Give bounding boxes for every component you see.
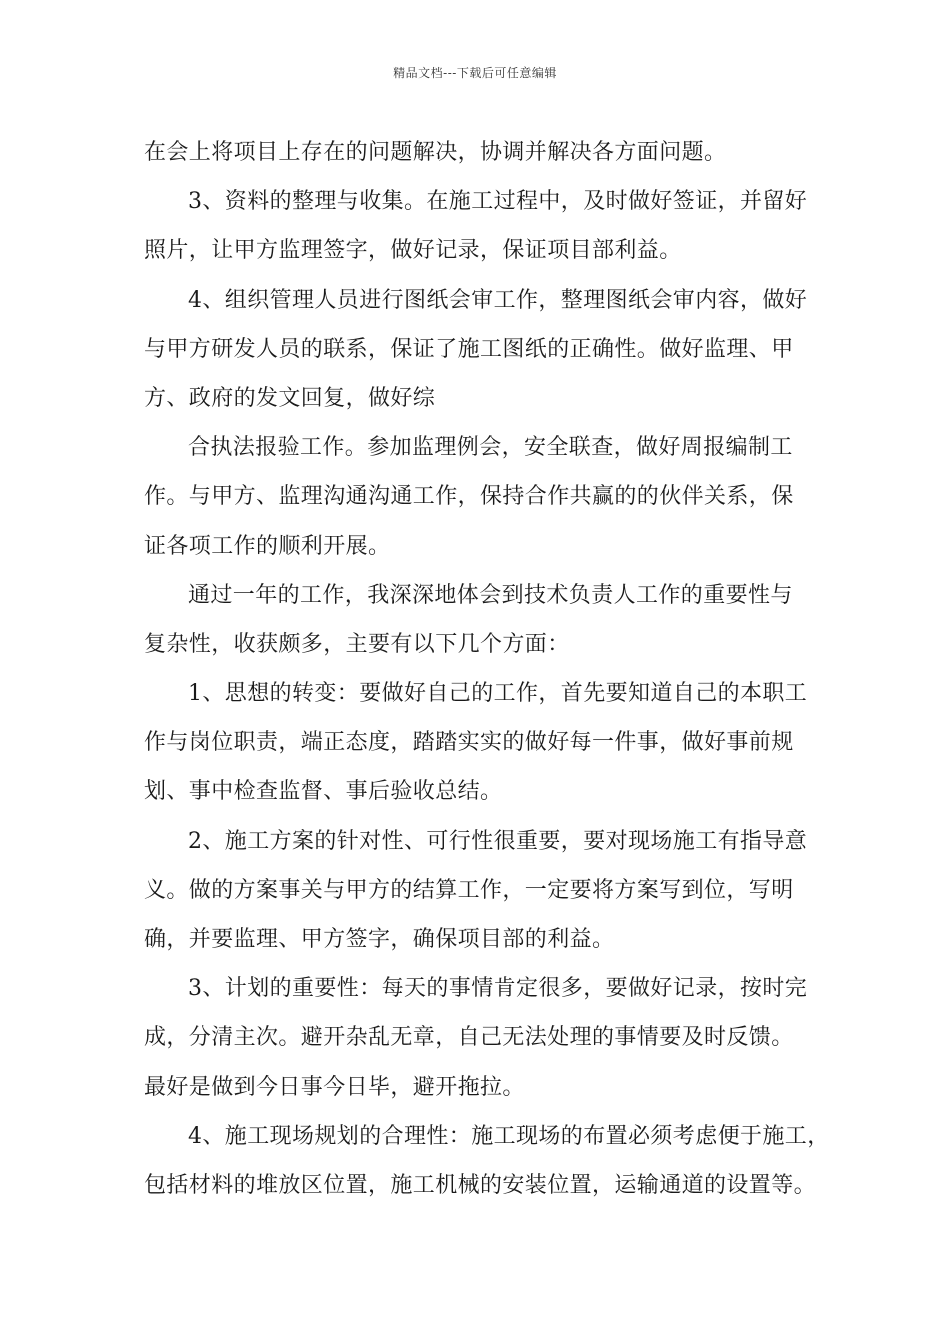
text-line: 成，分清主次。避开杂乱无章，自己无法处理的事情要及时反馈。: [144, 1025, 794, 1051]
text-line: 包括材料的堆放区位置，施工机械的安装位置，运输通道的设置等。: [144, 1172, 817, 1198]
text-line: 4、施工现场规划的合理性：施工现场的布置必须考虑便于施工，: [188, 1123, 830, 1149]
text-line: 证各项工作的顺利开展。: [144, 533, 391, 559]
text-line: 3、计划的重要性：每天的事情肯定很多，要做好记录，按时完: [188, 976, 808, 1002]
text-line: 与甲方研发人员的联系，保证了施工图纸的正确性。做好监理、甲: [144, 336, 794, 362]
text-line: 作与岗位职责，端正态度，踏踏实实的做好每一件事，做好事前规: [144, 730, 794, 756]
text-line: 复杂性，收获颇多，主要有以下几个方面：: [144, 631, 570, 657]
text-line: 2、施工方案的针对性、可行性很重要，要对现场施工有指导意: [188, 828, 808, 854]
text-line: 1、思想的转变：要做好自己的工作，首先要知道自己的本职工: [188, 681, 808, 707]
text-line: 划、事中检查监督、事后验收总结。: [144, 779, 503, 805]
text-line: 3、资料的整理与收集。在施工过程中，及时做好签证，并留好: [188, 189, 808, 215]
page-header: 精品文档---下载后可任意编辑: [393, 66, 557, 80]
text-line: 最好是做到今日事今日毕，避开拖拉。: [144, 1074, 525, 1100]
text-line: 4、组织管理人员进行图纸会审工作，整理图纸会审内容，做好: [188, 287, 808, 313]
text-line: 方、政府的发文回复，做好综: [144, 385, 436, 411]
text-line: 确，并要监理、甲方签字，确保项目部的利益。: [144, 927, 615, 952]
text-line: 通过一年的工作，我深深地体会到技术负责人工作的重要性与: [188, 582, 793, 608]
text-line: 合执法报验工作。参加监理例会，安全联查，做好周报编制工: [188, 435, 793, 461]
text-line: 在会上将项目上存在的问题解决，协调并解决各方面问题。: [144, 140, 727, 165]
text-line: 义。做的方案事关与甲方的结算工作，一定要将方案写到位，写明: [144, 877, 794, 903]
text-line: 照片，让甲方监理签字，做好记录，保证项目部利益。: [144, 238, 682, 264]
document-body: [144, 128, 830, 1210]
text-line: 作。与甲方、监理沟通沟通工作，保持合作共赢的的伙伴关系，保: [144, 484, 794, 510]
